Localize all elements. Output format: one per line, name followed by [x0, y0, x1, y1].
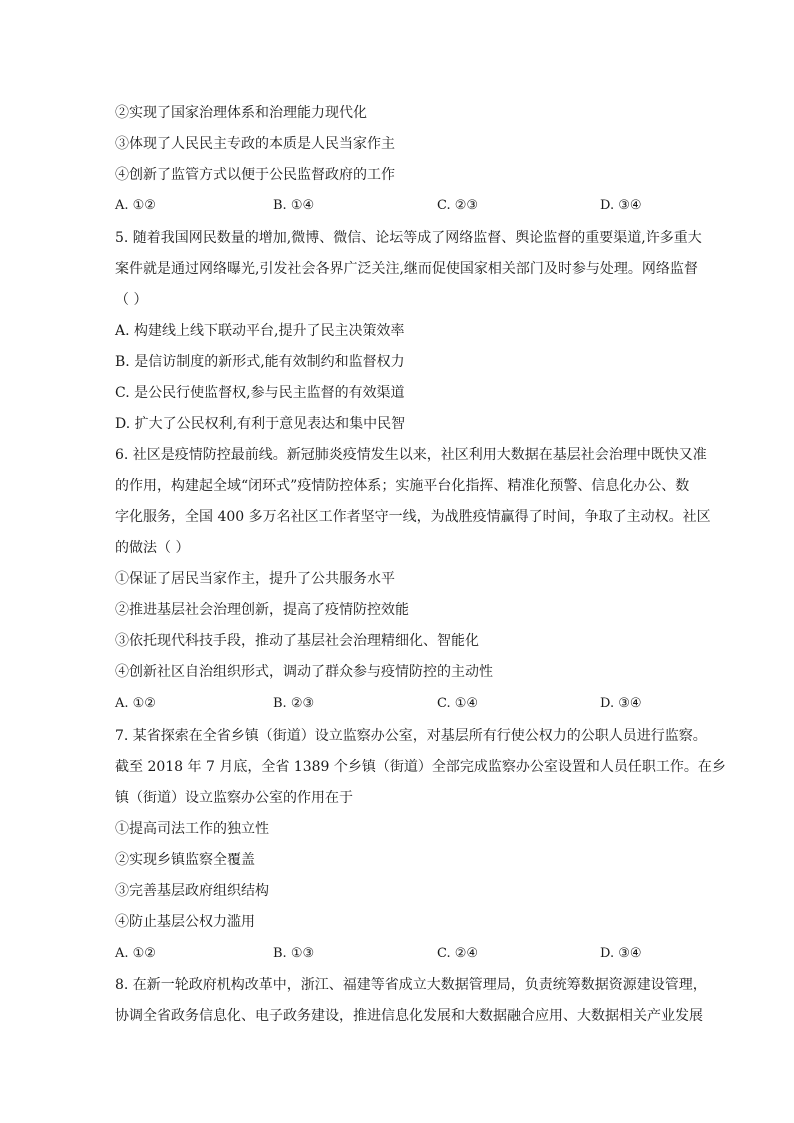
q7-statement-3: ③完善基层政府组织结构	[115, 883, 269, 899]
q6-stem-line-1: 6. 社区是疫情防控最前线。新冠肺炎疫情发生以来，社区利用大数据在基层社会治理中既快又准	[115, 447, 707, 463]
q6-options	[115, 694, 705, 714]
q7-statement-2: ②实现乡镇监察全覆盖	[115, 852, 255, 868]
q5-choice-a: A. 构建线上线下联动平台,提升了民主决策效率	[115, 323, 405, 339]
q5-stem-blank: （ ）	[115, 292, 148, 308]
q5-choice-b: B. 是信访制度的新形式,能有效制约和监督权力	[115, 354, 405, 370]
q5-stem-line-1: 5. 随着我国网民数量的增加,微博、微信、论坛等成了网络监督、舆论监督的重要渠道,许多重大	[115, 230, 702, 246]
q4-statement-2: ②实现了国家治理体系和治理能力现代化	[115, 105, 367, 121]
q6-option-d: D. ③④	[600, 696, 642, 711]
q4-option-c: C. ②③	[437, 198, 479, 213]
q5-stem-line-2: 案件就是通过网络曝光,引发社会各界广泛关注,继而促使国家相关部门及时参与处理。网络监督	[115, 261, 698, 277]
q5-choice-c: C. 是公民行使监督权,参与民主监督的有效渠道	[115, 385, 405, 401]
q7-option-c: C. ②④	[437, 946, 479, 961]
q6-option-b: B. ②③	[273, 696, 315, 711]
q6-stem-line-2: 的作用，构建起全域“闭环式”疫情防控体系；实施平台化指挥、精准化预警、信息化办公、数	[115, 478, 690, 494]
q4-statement-4: ④创新了监管方式以便于公民监督政府的工作	[115, 167, 395, 183]
q7-option-a: A. ①②	[115, 946, 156, 961]
q6-option-c: C. ①④	[437, 696, 479, 711]
q4-option-d: D. ③④	[600, 198, 642, 213]
q6-statement-4: ④创新社区自治组织形式，调动了群众参与疫情防控的主动性	[115, 664, 493, 680]
q7-statement-1: ①提高司法工作的独立性	[115, 821, 269, 837]
q7-option-d: D. ③④	[600, 946, 642, 961]
q6-stem-line-4: 的做法（ ）	[115, 540, 190, 556]
q7-stem-line-2: 截至 2018 年 7 月底，全省 1389 个乡镇（街道）全部完成监察办公室设置和人员任职工作。在乡	[115, 759, 726, 775]
q6-statement-3: ③依托现代科技手段，推动了基层社会治理精细化、智能化	[115, 633, 479, 649]
q6-option-a: A. ①②	[115, 696, 156, 711]
q4-statement-3: ③体现了人民民主专政的本质是人民当家作主	[115, 136, 395, 152]
q6-stem-line-3: 字化服务，全国 400 多万名社区工作者坚守一线，为战胜疫情赢得了时间，争取了主动权。社区	[115, 509, 711, 525]
q7-stem-line-3: 镇（街道）设立监察办公室的作用在于	[115, 790, 353, 806]
q8-stem-line-1: 8. 在新一轮政府机构改革中，浙江、福建等省成立大数据管理局，负责统筹数据资源建设管理，	[115, 977, 707, 993]
q6-statement-2: ②推进基层社会治理创新，提高了疫情防控效能	[115, 602, 409, 618]
q5-choice-d: D. 扩大了公民权利,有利于意见表达和集中民智	[115, 416, 406, 432]
q6-statement-1: ①保证了居民当家作主，提升了公共服务水平	[115, 571, 395, 587]
q7-statement-4: ④防止基层公权力滥用	[115, 914, 255, 930]
q7-options	[115, 944, 705, 964]
q4-options	[115, 196, 705, 216]
q7-option-b: B. ①③	[273, 946, 315, 961]
q7-stem-line-1: 7. 某省探索在全省乡镇（街道）设立监察办公室，对基层所有行使公权力的公职人员进行监察。	[115, 728, 707, 744]
q4-option-b: B. ①④	[273, 198, 315, 213]
q4-option-a: A. ①②	[115, 198, 156, 213]
q8-stem-line-2: 协调全省政务信息化、电子政务建设，推进信息化发展和大数据融合应用、大数据相关产业发展	[115, 1008, 703, 1024]
